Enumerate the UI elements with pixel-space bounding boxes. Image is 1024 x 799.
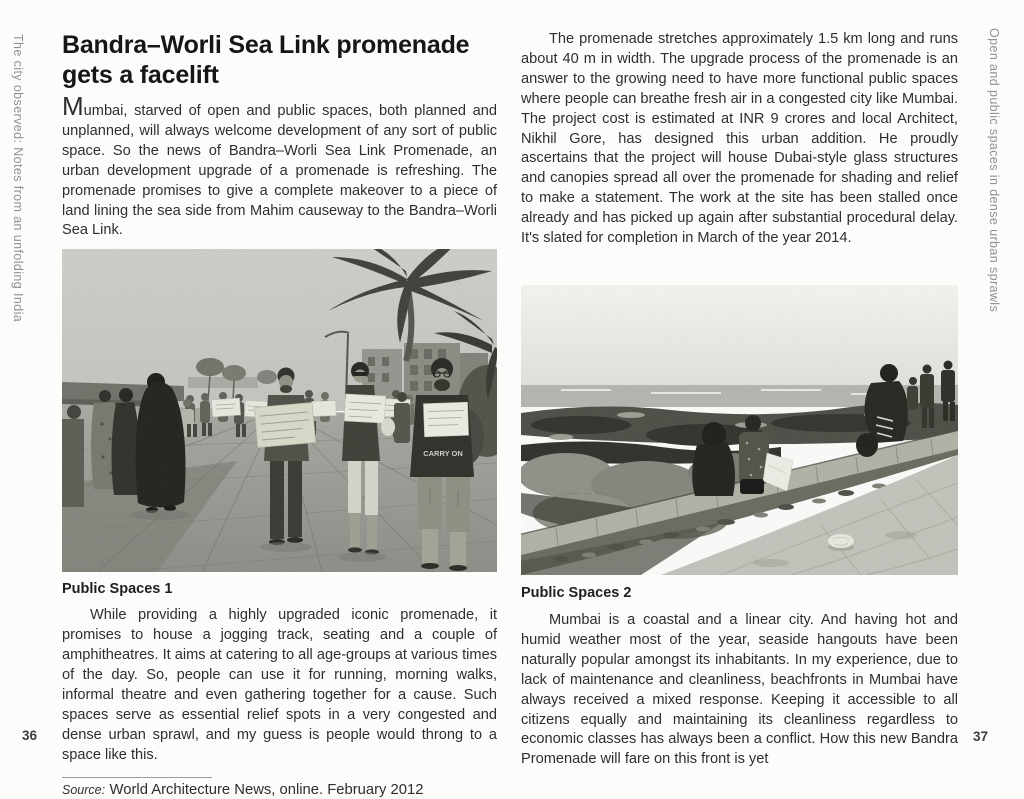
photo1-shirt-text: CARRY ON (423, 449, 463, 459)
left-paragraph-1 (62, 91, 497, 241)
photo2-film-grain (521, 285, 958, 575)
photo2-image (521, 285, 958, 575)
source-line (62, 777, 497, 799)
left-margin-note: The city observed: Notes from an unfolding India (11, 34, 25, 323)
left-paragraph-2: While providing a highly upgraded iconic promenade, it promises to house a jogging track, seating and a couple of amphitheatres. It aims at catering to all age-groups at various times of the day. So, people can use it for running, morning walks, informal theatre and even gathering together for a cause. Such spaces serve as essential relief spots in a very congested and dense urban sprawl, and my guess is people would throng to a space like this. (62, 607, 497, 763)
article-title (62, 30, 497, 90)
dropcap-initial: M (62, 91, 84, 121)
photo1-film-grain (62, 249, 497, 572)
left-page (62, 30, 497, 799)
article-title-line1: Bandra–Worli Sea Link promenade (62, 31, 470, 59)
page-number-right: 37 (973, 729, 989, 744)
photo1-caption: Public Spaces 1 (62, 581, 173, 598)
right-paragraph-2: Mumbai is a coastal and a linear city. And having hot and humid weather most of the year, seaside hangouts have been naturally popular amongst its inhabitants. In my experience, due to lack of maintenance and cleanliness, beachfronts in Mumbai have always received a mixed response. Keeping it accessible to all citizens equally and maintaining its cleanliness regardless to economic classes has always been a conflict. How this new Bandra Promenade will fare on this front is yet (521, 611, 958, 768)
right-margin-note: Open and public spaces in dense urban sprawls (987, 28, 1001, 313)
photo2-caption: Public Spaces 2 (521, 584, 632, 601)
left-paragraph-1-text: umbai, starved of open and public spaces, both planned and unplanned, will always welcome development of any sort of public space. So the news of Bandra–Worli Sea Link Promenade, an urban development upgrade of a promenade is refreshing. The promenade promises to give a complete makeover to a piece of land lining the sea side from Mahim causeway to the Bandra–Worli Sea Link. (62, 103, 497, 239)
right-page (521, 30, 958, 770)
article-title-line2: gets a facelift (62, 61, 219, 89)
photo1-image (62, 249, 497, 572)
photo-public-spaces-2 (521, 285, 958, 575)
right-paragraph-1: The promenade stretches approximately 1.5 km long and runs about 40 m in width. The upgrade process of the promenade is an answer to the growing need to have more functional public spaces where people can breathe fresh air in a congested city like Mumbai. The project cost is estimated at INR 9 crores and local Architect, Nikhil Gore, has designed this urban addition. He proudly ascertains that the project will house Dubai-style glass structures and canopies spread all over the promenade for shading and relief to make a statement. The work at the site has been stalled once already and has picked up again after substantial procedural delay. It's slated for completion in March of the year 2014. (521, 31, 958, 247)
source-text: World Architecture News, online. February 2012 (109, 781, 424, 798)
source-label: Source: (62, 782, 106, 797)
photo-public-spaces-1 (62, 249, 497, 572)
page-number-left: 36 (22, 728, 38, 743)
